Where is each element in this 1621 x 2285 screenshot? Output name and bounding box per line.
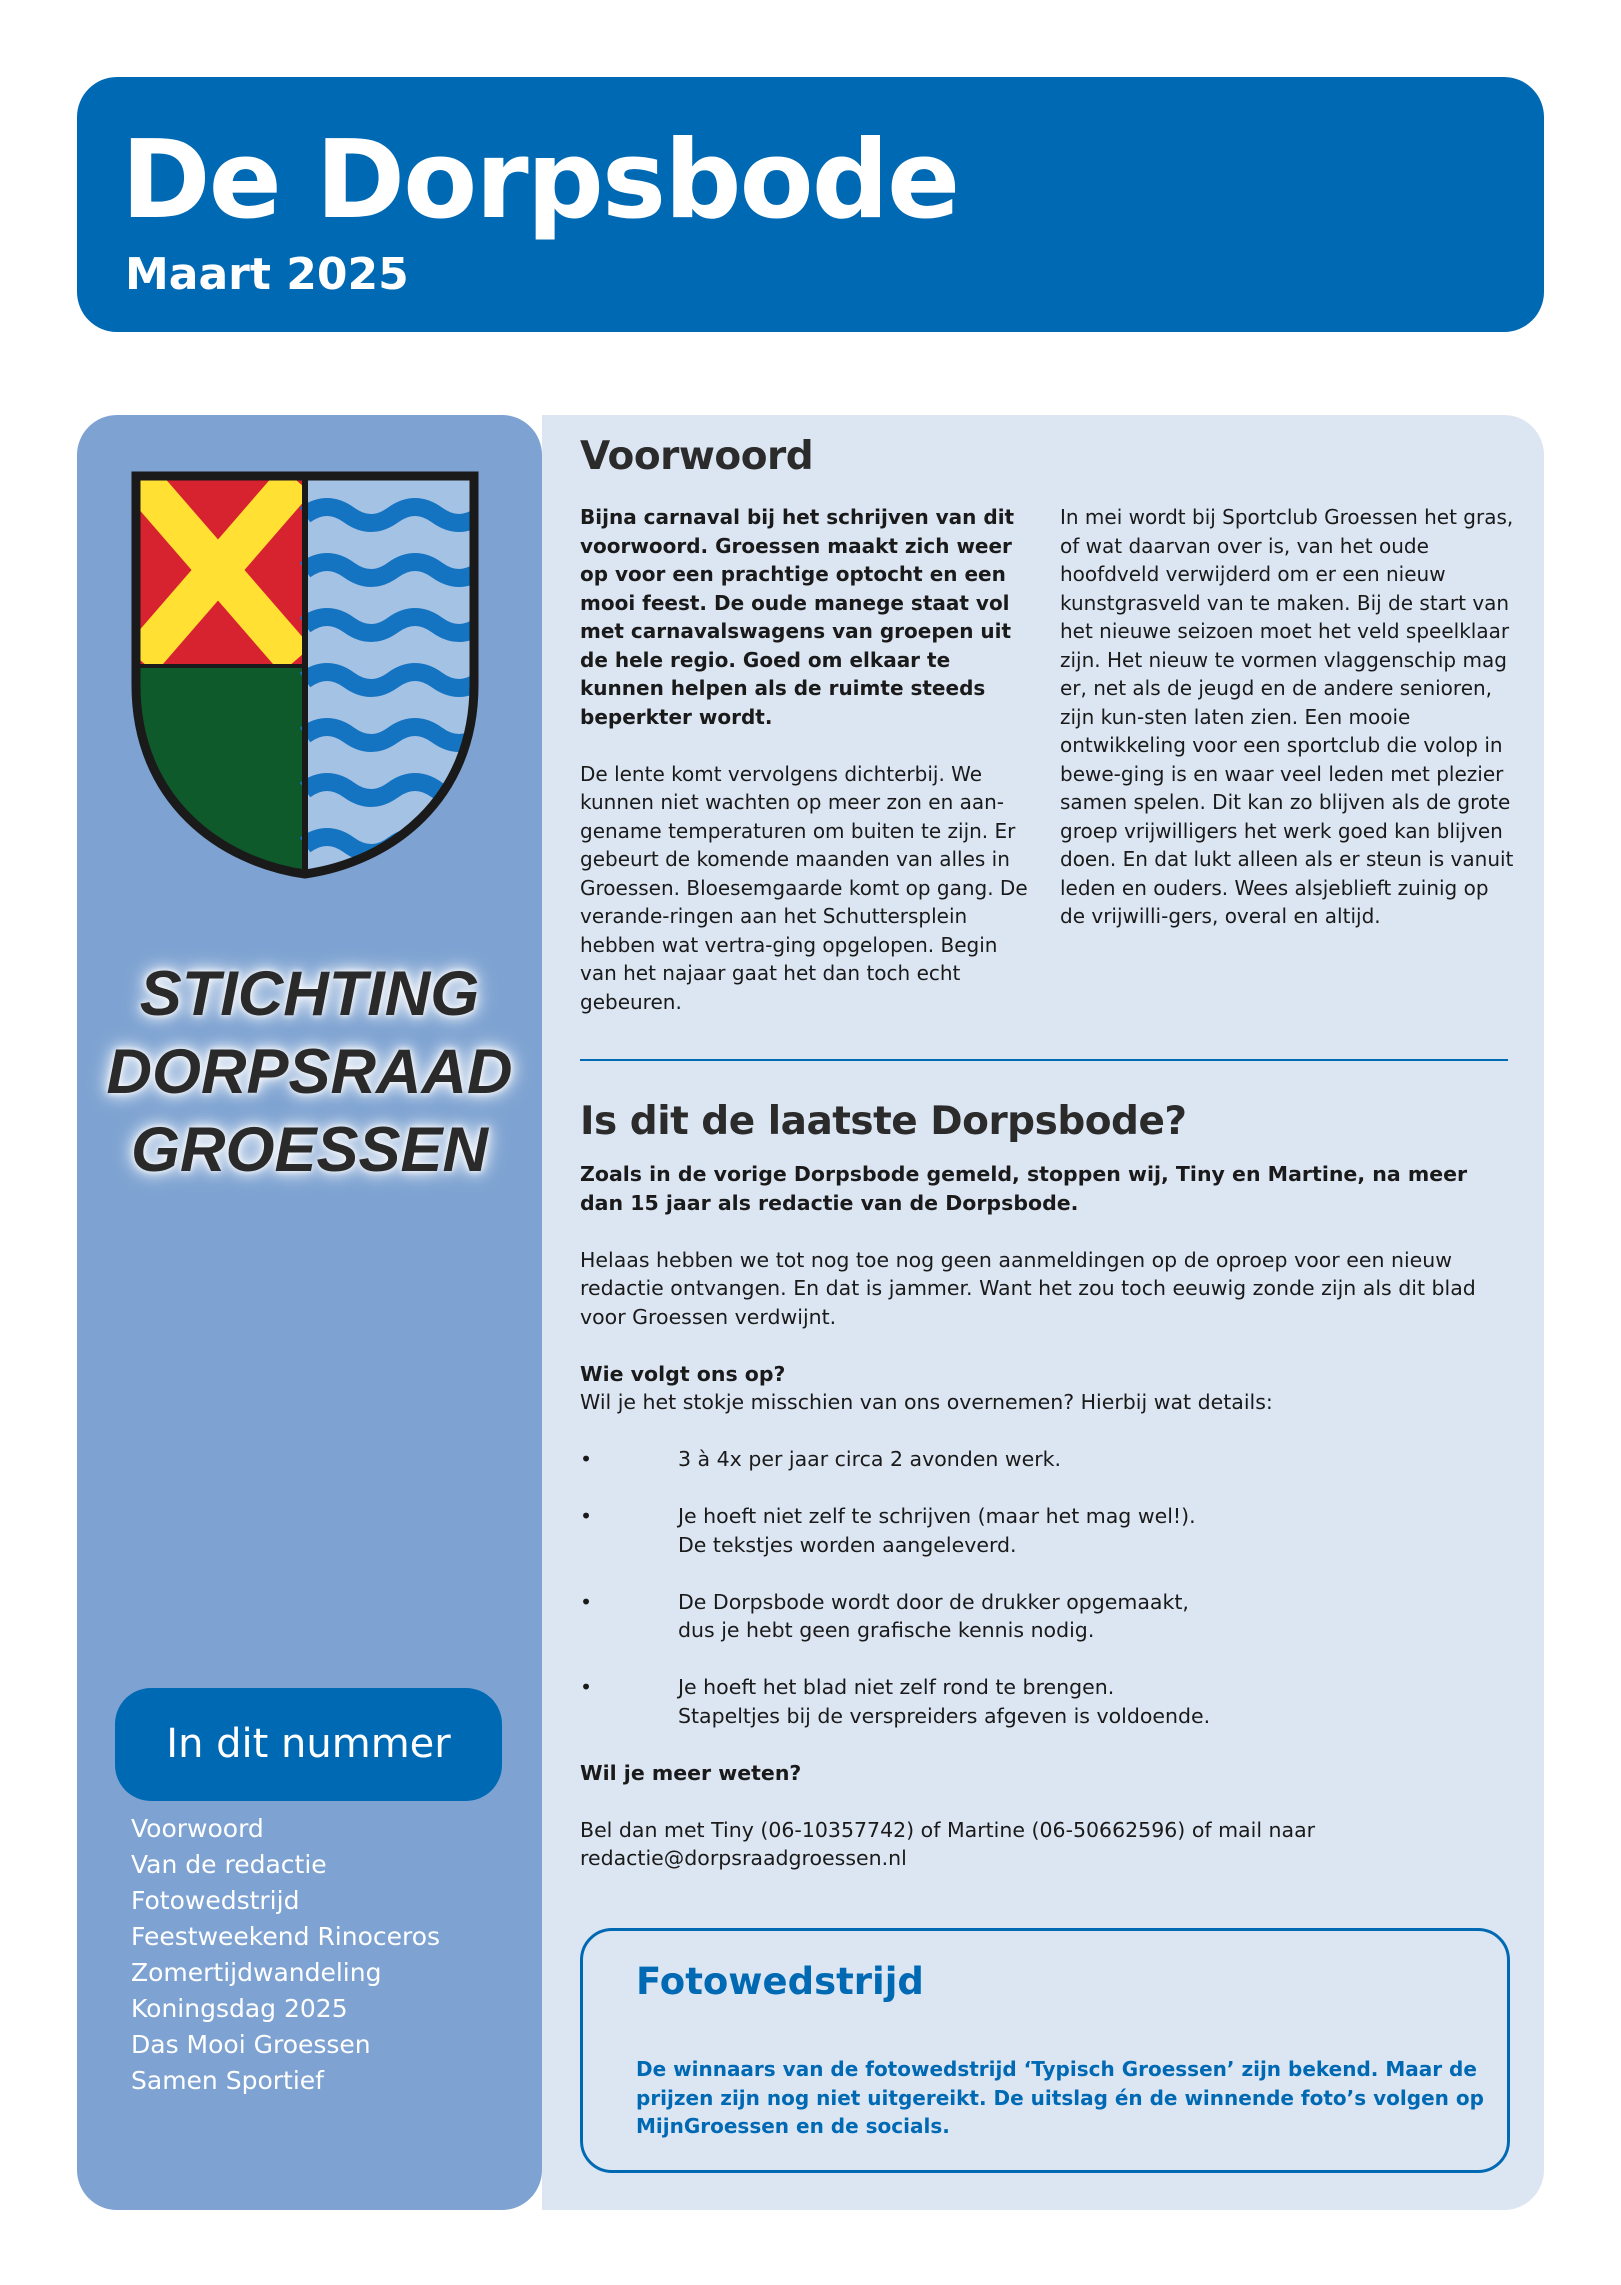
list-item-text: dus je hebt geen grafische kennis nodig. bbox=[678, 1618, 1095, 1642]
list-item bbox=[580, 1588, 1510, 1645]
voorwoord-paragraph: In mei wordt bij Sportclub Groessen het gras, of wat daarvan over is, van het oude hoofdveld verwijderd om er een nieuw kunstgrasveld van te maken. Bij de start van het nieuwe seizoen moet het veld speelklaar zijn. Het nieuw te vormen vlaggenschip mag er, net als de jeugd en de andere senioren, zijn kun-sten laten zien. Een mooie ontwikkeling voor een sportclub die volop in bewe-ging is en waar veel leden met plezier samen spelen. Dit kan zo blijven als de grote groep vrijwilligers het werk goed kan blijven doen. En dat lukt alleen als er steun is vanuit leden en ouders. Wees alsjeblieft zuinig op de vrijwilli-gers, overal en altijd. bbox=[1060, 505, 1514, 928]
list-item bbox=[580, 1502, 1510, 1559]
coat-of-arms-icon bbox=[130, 470, 480, 880]
laatste-intro: Zoals in de vorige Dorpsbode gemeld, stoppen wij, Tiny en Martine, na meer dan 15 jaar als redactie van de Dorpsbode. bbox=[580, 1162, 1468, 1215]
toc-item: Koningsdag 2025 bbox=[131, 1994, 348, 2023]
bullet: • bbox=[580, 1589, 593, 1614]
voorwoord-heading: Voorwoord bbox=[580, 434, 814, 479]
laatste-paragraph: Helaas hebben we tot nog toe nog geen aanmeldingen op de oproep voor een nieuw redactie ontvangen. En dat is jammer. Want het zou toch eeuwig zonde zijn als dit blad voor Groessen verdwijnt. bbox=[580, 1247, 1476, 1329]
list-item-text: De Dorpsbode wordt door de drukker opgemaakt, bbox=[678, 1589, 1189, 1614]
contact-line: Bel dan met Tiny (06-10357742) of Martine (06-50662596) of mail naar bbox=[580, 1817, 1316, 1842]
voorwoord-paragraph: De lente komt vervolgens dichterbij. We kunnen niet wachten op meer zon en aan-gename temperaturen om buiten te zijn. Er gebeurt de komende maanden van alles in Groessen. Bloesemgaarde komt op gang. De verande-ringen aan het Schuttersplein hebben wat vertra-ging opgelopen. Begin van het najaar gaat het dan toch echt gebeuren. bbox=[580, 761, 1028, 1014]
voorwoord-left-column bbox=[580, 503, 1035, 1016]
bullet: • bbox=[580, 1447, 593, 1471]
list-item bbox=[580, 1673, 1510, 1730]
voorwoord-right-column bbox=[1060, 503, 1515, 931]
list-item-text: De tekstjes worden aangeleverd. bbox=[678, 1532, 1017, 1557]
newsletter-title: De Dorpsbode bbox=[121, 118, 959, 243]
fotowedstrijd-heading: Fotowedstrijd bbox=[636, 1960, 924, 2003]
fotowedstrijd-text: De winnaars van de fotowedstrijd ‘Typisch Groessen’ zijn bekend. Maar de prijzen zijn nog niet uitgereikt. De uitslag én de winnende foto’s volgen op MijnGroessen en de socials. bbox=[636, 2057, 1484, 2138]
toc-item: Van de redactie bbox=[131, 1850, 327, 1879]
section-divider bbox=[580, 1059, 1508, 1061]
toc-item: Das Mooi Groessen bbox=[131, 2030, 371, 2059]
toc-item: Feestweekend Rinoceros bbox=[131, 1922, 441, 1951]
list-item-text: Je hoeft het blad niet zelf rond te brengen. bbox=[678, 1675, 1115, 1699]
list-item-text: 3 à 4x per jaar circa 2 avonden werk. bbox=[678, 1447, 1062, 1471]
organization-line: GROESSEN bbox=[130, 1115, 489, 1185]
followup-heading: Wie volgt ons op? bbox=[580, 1361, 786, 1386]
toc-item: Fotowedstrijd bbox=[131, 1886, 300, 1915]
main-content bbox=[542, 415, 1544, 2210]
organization-line: DORPSRAAD bbox=[106, 1037, 513, 1107]
details-list bbox=[580, 1445, 1510, 1730]
list-item-text: Stapeltjes bij de verspreiders afgeven is voldoende. bbox=[678, 1703, 1211, 1728]
bullet: • bbox=[580, 1504, 593, 1528]
followup-text: Wil je het stokje misschien van ons overnemen? Hierbij wat details: bbox=[580, 1390, 1273, 1414]
toc-item: Zomertijdwandeling bbox=[131, 1958, 382, 1987]
list-item bbox=[580, 1445, 1510, 1474]
masthead bbox=[77, 77, 1544, 332]
contact-email: redactie@dorpsraadgroessen.nl bbox=[580, 1846, 907, 1870]
followup-block bbox=[580, 1360, 1510, 1417]
more-info-heading: Wil je meer weten? bbox=[580, 1760, 802, 1785]
toc-item: Samen Sportief bbox=[131, 2066, 324, 2095]
table-of-contents bbox=[131, 1811, 440, 2099]
contact-info bbox=[580, 1816, 1510, 1873]
voorwoord-intro: Bijna carnaval bij het schrijven van dit voorwoord. Groessen maakt zich weer op voor een prachtige optocht en een mooi feest. De oude manege staat vol met carnavalswagens van groepen uit de hele regio. Goed om elkaar te kunnen helpen als de ruimte steeds beperkter wordt. bbox=[580, 505, 1015, 729]
toc-header: In dit nummer bbox=[115, 1688, 502, 1801]
bullet: • bbox=[580, 1675, 593, 1699]
list-item-text: Je hoeft niet zelf te schrijven (maar het mag wel!). bbox=[678, 1504, 1196, 1528]
toc-item: Voorwoord bbox=[131, 1814, 264, 1843]
organization-name bbox=[77, 955, 542, 1189]
laatste-heading: Is dit de laatste Dorpsbode? bbox=[580, 1099, 1187, 1144]
organization-line: STICHTING bbox=[139, 959, 480, 1029]
issue-date: Maart 2025 bbox=[125, 249, 409, 300]
sidebar bbox=[77, 415, 542, 2210]
laatste-section bbox=[580, 1160, 1510, 1901]
fotowedstrijd-box bbox=[580, 1928, 1510, 2173]
